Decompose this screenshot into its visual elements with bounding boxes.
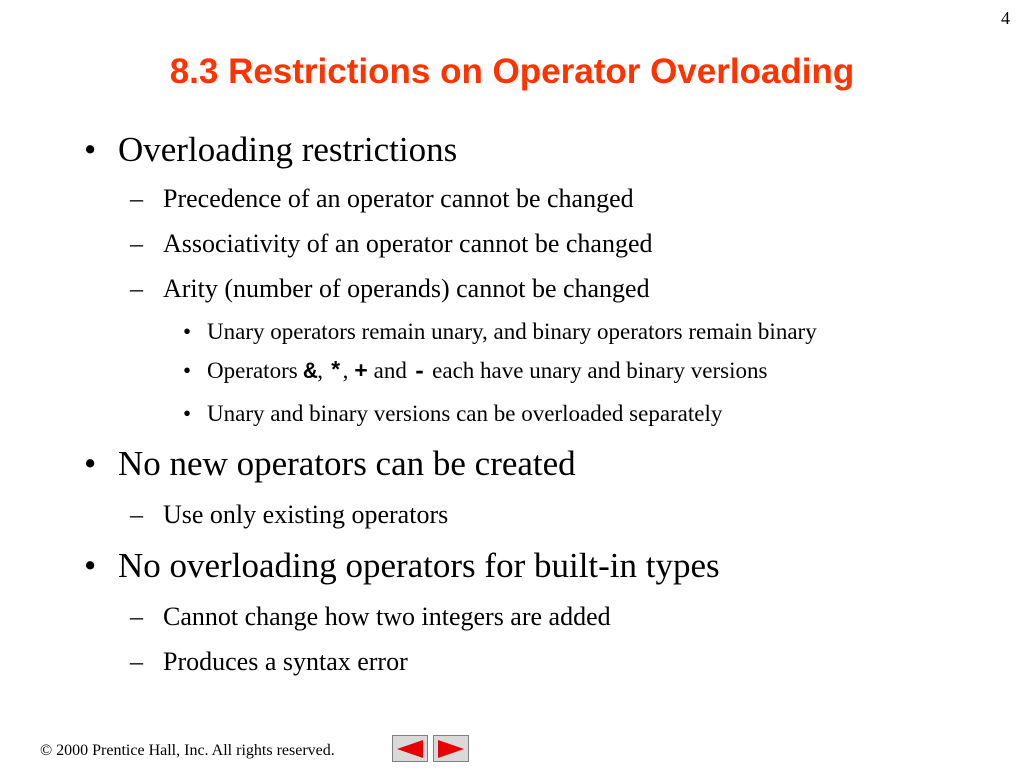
bullet-marker: • bbox=[183, 401, 192, 426]
page-number: 4 bbox=[1001, 8, 1010, 28]
dash-marker: – bbox=[130, 229, 143, 258]
sub-bullet-text: Use only existing operators bbox=[163, 500, 449, 529]
bullet-marker: • bbox=[183, 319, 192, 344]
sub-bullet-existing-operators bbox=[130, 500, 448, 530]
copyright-footer: © 2000 Prentice Hall, Inc. All rights reserved. bbox=[40, 742, 335, 759]
bullet-marker: • bbox=[183, 358, 192, 383]
bullet-text: No overloading operators for built-in types bbox=[118, 546, 720, 585]
text-and: and bbox=[367, 358, 413, 383]
dash-marker: – bbox=[130, 602, 143, 631]
dash-marker: – bbox=[130, 274, 143, 303]
dash-marker: – bbox=[130, 500, 143, 529]
dash-marker: – bbox=[130, 647, 143, 676]
bullet-marker: • bbox=[84, 130, 97, 169]
sub-sub-bullet-text: Unary and binary versions can be overloaded separately bbox=[207, 401, 723, 426]
sub-sub-bullet-separately bbox=[183, 401, 722, 427]
sub-bullet-precedence bbox=[130, 184, 634, 214]
separator: , bbox=[317, 358, 329, 383]
sub-bullet-text: Precedence of an operator cannot be changed bbox=[163, 184, 634, 213]
sub-bullet-arity bbox=[130, 274, 650, 304]
bullet-marker: • bbox=[84, 444, 97, 483]
sub-bullet-text: Arity (number of operands) cannot be changed bbox=[163, 274, 650, 303]
sub-bullet-syntax-error bbox=[130, 647, 408, 677]
sub-bullet-text: Cannot change how two integers are added bbox=[163, 602, 611, 631]
text-suffix: each have unary and binary versions bbox=[426, 358, 768, 383]
dash-marker: – bbox=[130, 184, 143, 213]
sub-sub-bullet-operators bbox=[183, 358, 767, 385]
bullet-built-in-types bbox=[84, 546, 720, 586]
previous-slide-button[interactable] bbox=[392, 735, 428, 762]
slide-title: 8.3 Restrictions on Operator Overloading bbox=[169, 52, 855, 91]
sub-bullet-integers-added bbox=[130, 602, 611, 632]
sub-sub-bullet-unary-binary bbox=[183, 319, 817, 345]
next-slide-arrow-icon bbox=[436, 739, 466, 759]
sub-bullet-text: Produces a syntax error bbox=[163, 647, 408, 676]
operator-ampersand: & bbox=[303, 359, 318, 385]
next-slide-button[interactable] bbox=[433, 735, 469, 762]
sub-sub-bullet-text: Unary operators remain unary, and binary operators remain binary bbox=[207, 319, 817, 344]
bullet-marker: • bbox=[84, 546, 97, 585]
sub-bullet-text: Associativity of an operator cannot be changed bbox=[163, 229, 653, 258]
previous-slide-arrow-icon bbox=[395, 739, 425, 759]
bullet-text: Overloading restrictions bbox=[118, 130, 458, 169]
bullet-text: No new operators can be created bbox=[118, 444, 576, 483]
operator-asterisk: * bbox=[328, 359, 343, 385]
text-prefix: Operators bbox=[207, 358, 304, 383]
operator-plus: + bbox=[354, 359, 368, 385]
bullet-overloading-restrictions bbox=[84, 130, 457, 170]
operator-minus: - bbox=[412, 359, 427, 385]
sub-bullet-associativity bbox=[130, 229, 653, 259]
separator: , bbox=[342, 358, 355, 383]
bullet-no-new-operators bbox=[84, 444, 576, 484]
